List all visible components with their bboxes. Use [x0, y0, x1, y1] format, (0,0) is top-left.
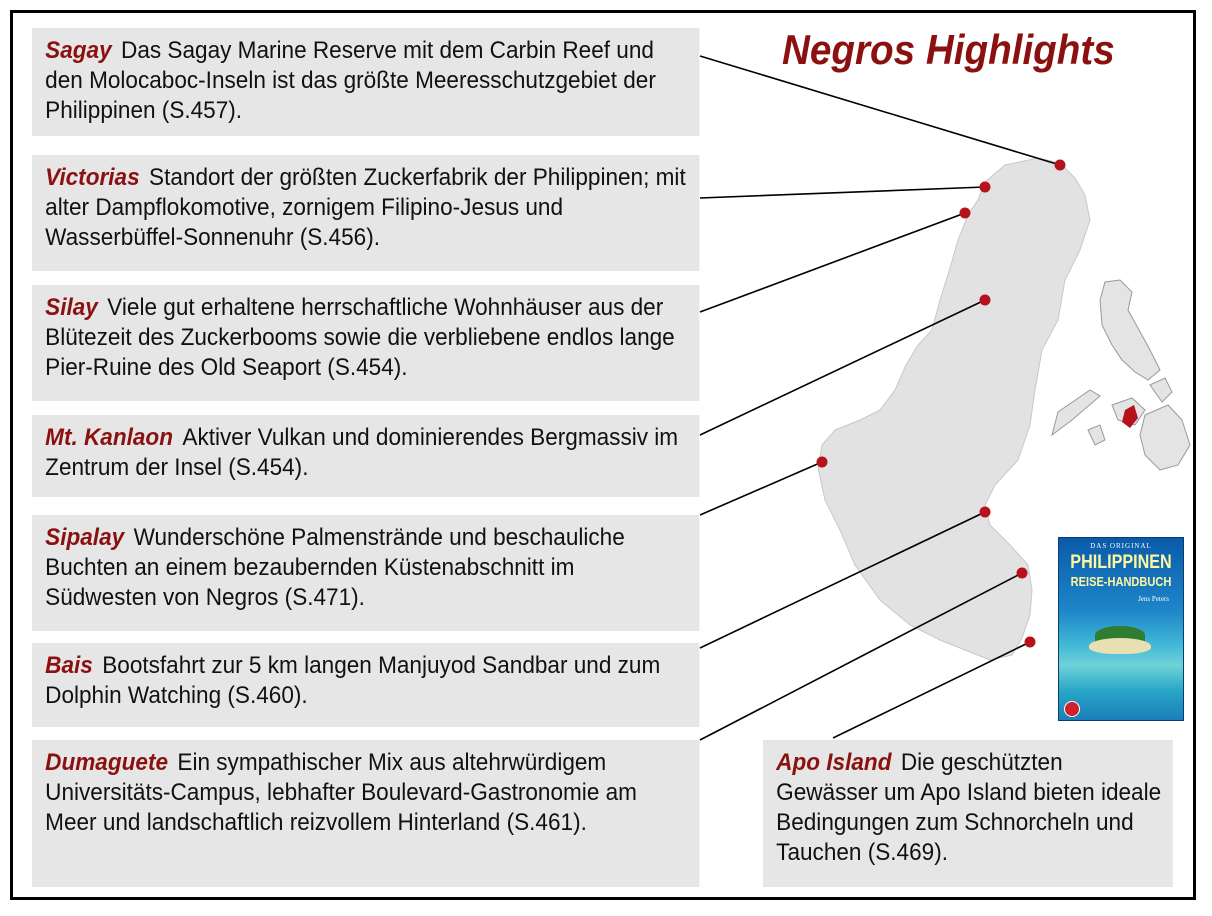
highlight-box-dumaguete [32, 740, 699, 887]
leader-line-victorias [700, 187, 985, 198]
place-name: Victorias [45, 164, 140, 191]
book-author: Jens Peters [1138, 595, 1169, 603]
location-dot-icon [980, 295, 991, 306]
location-dot-icon [980, 507, 991, 518]
location-dot-icon [1025, 637, 1036, 648]
highlight-box-apo-island [763, 740, 1173, 887]
place-description: Aktiver Vulkan und dominierendes Bergmassiv im Zentrum der Insel (S.454). [45, 424, 679, 481]
place-description: Das Sagay Marine Reserve mit dem Carbin Reef und den Molocaboc-Inseln ist das größte Meeresschutzgebiet der Philippinen (S.457). [45, 37, 656, 124]
negros-island-shape [818, 158, 1090, 660]
leader-line-sipalay [700, 462, 822, 515]
place-name: Silay [45, 294, 98, 321]
highlight-box-sagay [32, 28, 699, 136]
place-description: Bootsfahrt zur 5 km langen Manjuyod Sandbar und zum Dolphin Watching (S.460). [45, 652, 661, 709]
place-name: Sipalay [45, 524, 125, 551]
highlight-box-mt-kanlaon [32, 415, 699, 497]
guidebook-cover [1058, 537, 1184, 721]
location-dot-icon [1017, 568, 1028, 579]
book-title-line2: REISE-HANDBUCH [1070, 574, 1172, 589]
publisher-logo-icon [1064, 701, 1080, 717]
place-description: Standort der größten Zuckerfabrik der Philippinen; mit alter Dampflokomotive, zornigem Filipino-Jesus und Wasserbüffel-Sonnenuhr (S.456). [45, 164, 686, 251]
leader-line-dumaguete [700, 573, 1022, 740]
highlight-box-bais [32, 643, 699, 727]
location-dot-icon [980, 182, 991, 193]
location-dot-icon [817, 457, 828, 468]
book-tagline: DAS ORIGINAL [1090, 542, 1152, 550]
location-dot-icon [960, 208, 971, 219]
place-description: Ein sympathischer Mix aus altehrwürdigem Universitäts-Campus, lebhafter Boulevard-Gastronomie am Meer und landschaftlich reizvollem Hinterland (S.461). [45, 749, 637, 836]
philippines-inset-map [1052, 280, 1190, 470]
place-name: Apo Island [776, 749, 892, 776]
place-name: Mt. Kanlaon [45, 424, 173, 451]
location-dot-icon [1055, 160, 1066, 171]
place-description: Wunderschöne Palmenstrände und beschauliche Buchten an einem bezaubernden Küstenabschnitt im Südwesten von Negros (S.471). [45, 524, 625, 611]
highlight-box-sipalay [32, 515, 699, 631]
place-name: Bais [45, 652, 93, 679]
place-description: Viele gut erhaltene herrschaftliche Wohnhäuser aus der Blütezeit des Zuckerbooms sowie die verbliebene endlos lange Pier-Ruine des Old Seaport (S.454). [45, 294, 675, 381]
book-island-sand [1089, 638, 1151, 654]
highlight-box-silay [32, 285, 699, 401]
place-description: Die geschützten Gewässer um Apo Island bieten ideale Bedingungen zum Schnorcheln und Tauchen (S.469). [776, 749, 1162, 866]
book-title-line1: PHILIPPINEN [1070, 552, 1172, 573]
place-name: Sagay [45, 37, 112, 64]
map-title: Negros Highlights [782, 26, 1115, 73]
place-name: Dumaguete [45, 749, 169, 776]
leader-line-silay [700, 213, 965, 312]
highlight-box-victorias [32, 155, 699, 271]
